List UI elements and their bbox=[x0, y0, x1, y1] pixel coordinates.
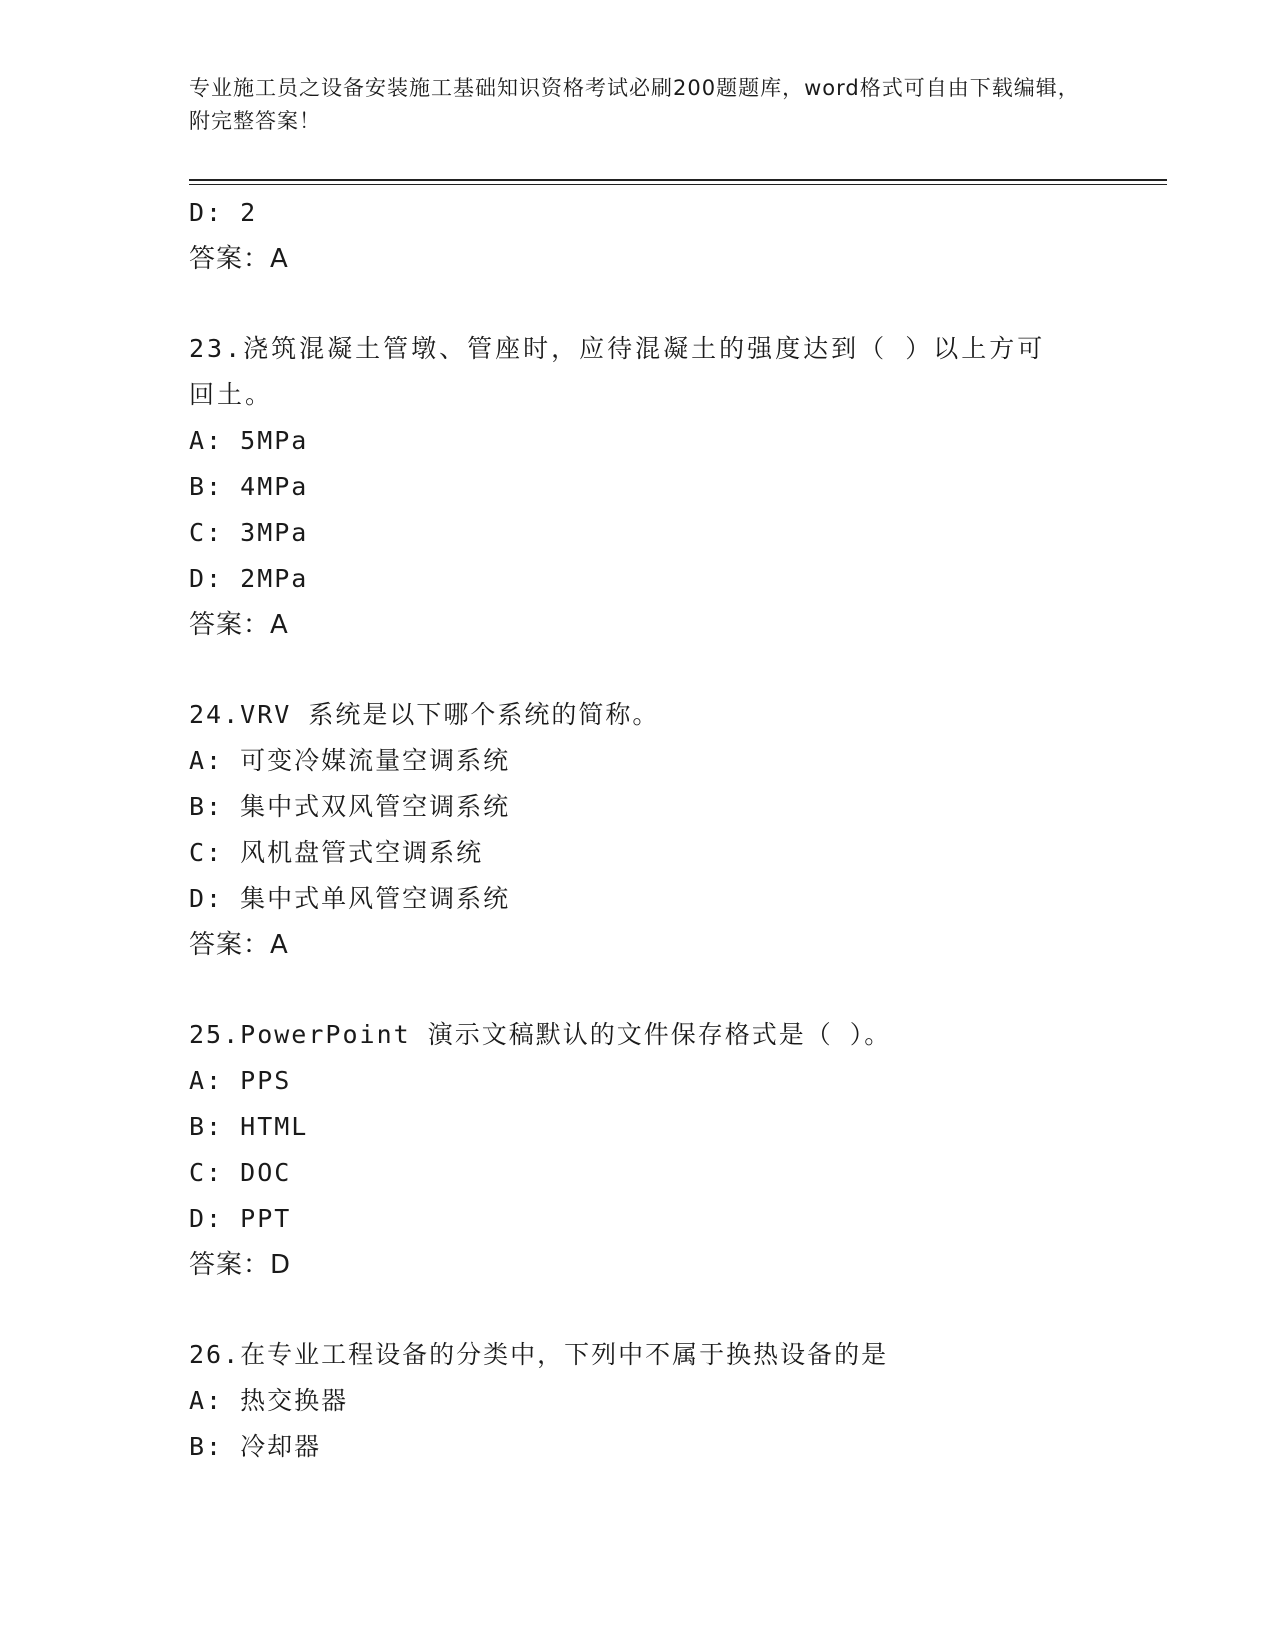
prev-answer: 答案：A bbox=[189, 244, 289, 274]
question-25-option-b: B: HTML bbox=[189, 1112, 309, 1141]
question-24-text: 24.VRV 系统是以下哪个系统的简称。 bbox=[189, 700, 660, 729]
question-23-option-a: A: 5MPa bbox=[189, 426, 309, 455]
question-25-option-a: A: PPS bbox=[189, 1066, 292, 1095]
header-divider-thin bbox=[189, 184, 1167, 185]
question-24-option-b: B: 集中式双风管空调系统 bbox=[189, 792, 511, 821]
question-26-text: 26.在专业工程设备的分类中，下列中不属于换热设备的是 bbox=[189, 1340, 889, 1369]
question-24-answer: 答案：A bbox=[189, 930, 289, 960]
question-25-text: 25.PowerPoint 演示文稿默认的文件保存格式是（ ）。 bbox=[189, 1020, 892, 1049]
question-23-option-d: D: 2MPa bbox=[189, 564, 309, 593]
question-26-option-b: B: 冷却器 bbox=[189, 1432, 322, 1461]
question-24-option-c: C: 风机盘管式空调系统 bbox=[189, 838, 484, 867]
question-24-option-d: D: 集中式单风管空调系统 bbox=[189, 884, 511, 913]
prev-option-d: D: 2 bbox=[189, 198, 258, 227]
question-23-text: 23.浇筑混凝土管墩、管座时，应待混凝土的强度达到（ ）以上方可回土。 bbox=[189, 334, 1046, 409]
question-26-option-a: A: 热交换器 bbox=[189, 1386, 349, 1415]
page-header: 专业施工员之设备安装施工基础知识资格考试必刷200题题库，word格式可自由下载编辑，附完整答案！ bbox=[189, 76, 1080, 133]
question-25-answer: 答案：D bbox=[189, 1250, 292, 1280]
question-25-option-d: D: PPT bbox=[189, 1204, 292, 1233]
header-divider bbox=[189, 179, 1167, 181]
question-23-option-c: C: 3MPa bbox=[189, 518, 309, 547]
question-23-answer: 答案：A bbox=[189, 610, 289, 640]
question-25-option-c: C: DOC bbox=[189, 1158, 292, 1187]
question-list bbox=[189, 190, 1149, 1470]
question-23-option-b: B: 4MPa bbox=[189, 472, 309, 501]
question-24-option-a: A: 可变冷媒流量空调系统 bbox=[189, 746, 511, 775]
